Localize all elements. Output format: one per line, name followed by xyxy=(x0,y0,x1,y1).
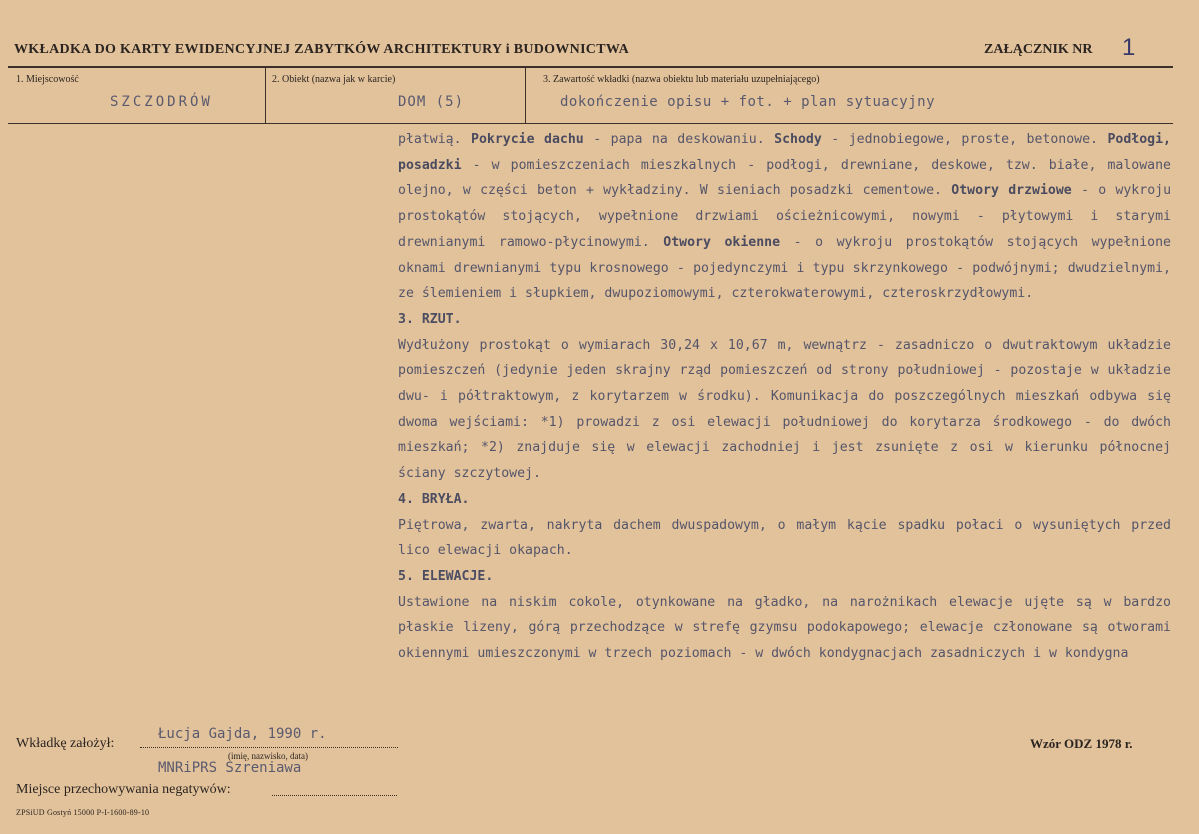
object-value: DOM (5) xyxy=(398,94,465,110)
term-floors: Podłogi, posadzki xyxy=(398,132,1171,173)
section-heading-elevations: 5. ELEWACJE. xyxy=(398,568,494,584)
annex-label: ZAŁĄCZNIK NR xyxy=(984,42,1093,57)
content-value: dokończenie opisu + fot. + plan sytuacyjny xyxy=(560,94,936,110)
inserted-by-label: Wkładkę założył: xyxy=(16,736,115,751)
term-windows: Otwory okienne xyxy=(663,234,781,250)
inserted-by-note: (imię, nazwisko, data) xyxy=(228,751,308,761)
inserted-by-line xyxy=(140,747,398,748)
header-rule xyxy=(8,66,1173,68)
section-heading-plan: 3. RZUT. xyxy=(398,311,462,327)
locality-label: 1. Miejscowość xyxy=(16,74,79,85)
negatives-label: Miejsce przechowywania negatywów: xyxy=(16,782,231,797)
text-run: - papa na deskowaniu. xyxy=(583,132,775,147)
text-run: - w pomieszczeniach mieszkalnych - podłogi, drewniane, deskowe, tzw. białe, malowane olejno, w części beton + wykładziny. W sieniach posadzki cementowe. xyxy=(398,157,1171,199)
pattern-note: Wzór ODZ 1978 r. xyxy=(1030,736,1133,751)
text-run: - jednobiegowe, proste, betonowe. xyxy=(821,132,1108,147)
fields-rule xyxy=(8,123,1173,124)
institution-value: MNRiPRS Szreniawa xyxy=(158,760,302,776)
form-title: WKŁADKA DO KARTY EWIDENCYJNEJ ZABYTKÓW ARCHITEKTURY i BUDOWNICTWA xyxy=(14,42,630,57)
annex-number: 1 xyxy=(1122,34,1136,61)
text-run: płatwią. xyxy=(398,132,472,147)
text-run: - o wykroju prostokątów stojących wypełnione oknami drewnianymi typu krosnowego - pojedynczymi i typu skrzynkowego - podwójnymi; dwudzielnymi, ze ślemieniem i słupkiem, dwupoziomowymi, czterokwaterowymi, czteroskrzydłowymi. xyxy=(398,234,1171,302)
paragraph-plan: Wydłużony prostokąt o wymiarach 30,24 x 10,67 m, wewnątrz - zasadniczo o dwutraktowym układzie pomieszczeń (jedynie jeden skrajny rząd pomieszczeń od strony południowej - pozostaje w układzie dwu- i półtraktowym, z korytarzem w środku). Komunikacja do poszczególnych mieszkań odbywa się dwoma wejściami: *1) prowadzi z osi elewacji południowej do korytarza środkowego - do dwóch mieszkań; *2) znajduje się w elewacji zachodniej i jest zsunięte z osi w kierunku północnej ściany szczytowej. xyxy=(398,337,1171,482)
form-code: ZPSiUD Gostyń 15000 P-I-1600-89-10 xyxy=(16,808,150,817)
paragraph-elevations: Ustawione na niskim cokole, otynkowane na gładko, na narożnikach elewacje ujęte są w bardzo płaskie lizeny, górą przechodzące w strefę gzymsu podokapowego; elewacje członowane są otworami okiennymi umieszczonymi w trzech poziomach - w dwóch kondygnacjach zasadniczych i w kondygna xyxy=(398,594,1171,662)
content-label: 3. Zawartość wkładki (nazwa obiektu lub materiału uzupełniającego) xyxy=(543,74,820,85)
text-run: - o wykroju prostokątów stojących, wypełnione drzwiami ościeżnicowymi, nowymi - płytowymi i starymi drewnianymi ramowo-płycinowymi. xyxy=(398,183,1172,250)
paragraph-massing: Piętrowa, zwarta, nakryta dachem dwuspadowym, o małym kącie spadku połaci o wysuniętych przed lico elewacji okapach. xyxy=(398,517,1171,559)
inserted-by-value: Łucja Gajda, 1990 r. xyxy=(158,726,327,742)
term-doors: Otwory drzwiowe xyxy=(951,183,1072,199)
term-stairs: Schody xyxy=(774,132,822,147)
field-divider-2 xyxy=(525,67,526,124)
description-text xyxy=(398,127,1171,667)
section-heading-massing: 4. BRYŁA. xyxy=(398,491,470,507)
object-label: 2. Obiekt (nazwa jak w karcie) xyxy=(272,74,396,85)
locality-value: SZCZODRÓW xyxy=(110,94,213,110)
term-roofing: Pokrycie dachu xyxy=(471,132,584,147)
negatives-line xyxy=(272,795,397,796)
field-divider-1 xyxy=(265,67,266,124)
paragraph-materials xyxy=(398,127,1171,307)
